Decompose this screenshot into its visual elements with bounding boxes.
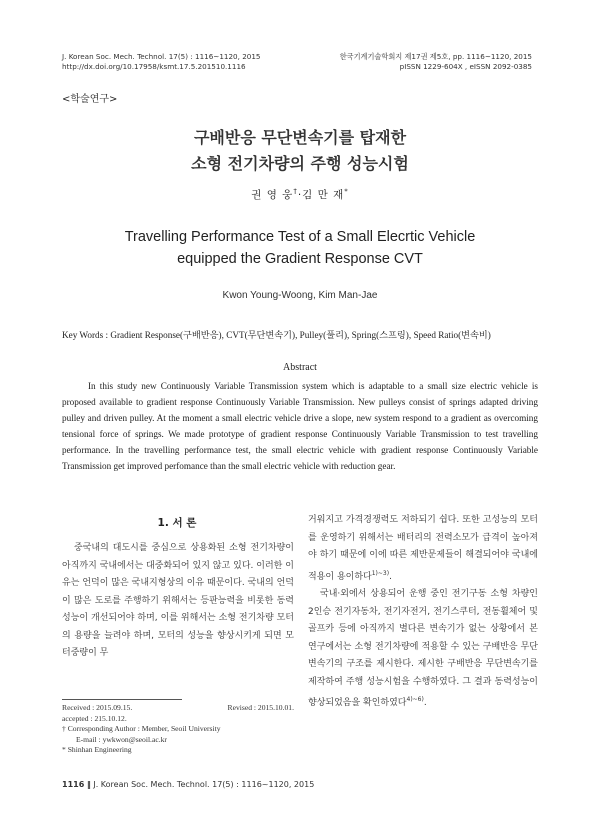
authors-english: Kwon Young-Woong, Kim Man-Jae (222, 290, 378, 301)
article-category: <학술연구> (62, 94, 118, 105)
section-heading-introduction: 1. 서 론 (157, 517, 197, 529)
reference-mark: 1)~3) (371, 569, 390, 577)
footnote-divider (62, 699, 182, 700)
issn-line: pISSN 1229-604X , eISSN 2092-0385 (399, 62, 532, 71)
author-separator: · (297, 189, 303, 201)
author-name-1: 권 영 웅 (251, 189, 294, 201)
footer-citation: J. Korean Soc. Mech. Technol. 17(5) : 1116~1120, 2015 (93, 780, 315, 789)
title-korean-line1: 구배반응 무단변속기를 탑재한 (193, 128, 407, 147)
title-korean (0, 125, 600, 177)
abstract-body (62, 378, 538, 474)
intro-paragraph-continued: 거워지고 가격경쟁력도 저하되기 쉽다. 또한 고성능의 모터를 운영하기 위해서는 배터리의 전력소모가 급격이 높아져야 하기 때문에 이에 따른 제반문제들이 해결되어야 국내에 적용이 용이하다$^{1)\sim 3)}$. (308, 515, 538, 582)
author-name-2: 김 만 재 (302, 189, 345, 201)
coauthor-affiliation: * Shinhan Engineering (62, 745, 132, 754)
running-header-right (340, 52, 532, 72)
abstract-paragraph: In this study new Continuously Variable Transmission system which is adaptable to a small size electric vehicle is proposed available to gradient response Continuously Variable Transmission. New pulleys consist of springs adapted driving pulley and driven pulley. At the moment a small electric vehicle drive a slope, new system respond to a gradient as overcoming tensional force of springs. We made prototype of gradient response Continuously Variable Transmission to test travelling performance. In the travelling performance test, the small electric vehicle with gradient response Continuously Variable Transmission get improved perfomance than the small electric vehicle with reduction gear. (62, 381, 538, 471)
keywords: Key Words : Gradient Response(구배반응), CVT(무단변속기), Pulley(풀리), Spring(스프링), Speed Ratio(변속비) (62, 330, 491, 340)
dates-row (62, 703, 294, 714)
reference-mark: 4)~6) (406, 696, 424, 703)
footnotes (62, 703, 294, 756)
left-column (62, 540, 294, 663)
corresponding-mark: † (293, 187, 298, 196)
abstract-heading: Abstract (283, 362, 317, 373)
page-footer (62, 780, 314, 789)
intro-paragraph-2: 국내·외에서 상용되어 운행 중인 전기구동 소형 차량인 2인승 전기자동차, 전기자전거, 전기스쿠터, 전동휠체어 및 골프카 등에 아직까지 별다른 변속기가 없는 상황에서 본 연구에서는 소형 전기차량에 적용할 수 있는 구배반응 무단변속기의 구조를 제시한다. 제시한 구배반응 무단변속기를 제작하여 주행 성능시험을 수행하였다. 그 결과 동력성능이 향상되었음을 확인하였다$^{4)\sim 6)}$. (308, 589, 538, 708)
page-number: 1116 (62, 780, 85, 789)
revised-date: Revised : 2015.10.01. (227, 703, 294, 712)
affiliation-mark: * (344, 187, 349, 196)
doi-link[interactable]: http://dx.doi.org/10.17958/ksmt.17.5.201510.1116 (62, 62, 246, 71)
title-english-line1: Travelling Performance Test of a Small Elecrtic Vehicle (124, 229, 476, 245)
title-english-line2: equipped the Gradient Response CVT (177, 251, 423, 267)
intro-paragraph-1: 중국내의 대도시를 중심으로 상용화된 소형 전기차량이 아직까지 국내에서는 대중화되어 있지 않고 있다. 이러한 이유는 언덕이 많은 국내지형상의 이유 때문이다. 국내의 언덕이 많은 도로를 주행하기 위해서는 등판능력을 비롯한 동력성능이 개선되어야 하며, 이를 위해서는 소형 전기차량 모터의 용량을 늘려야 하며, 모터의 성능을 향상시키게 되면 모터중량이 무 (62, 543, 294, 658)
journal-citation: J. Korean Soc. Mech. Technol. 17(5) : 1116~1120, 2015 (62, 52, 261, 61)
footer-separator: ‖ (86, 780, 91, 789)
accepted-date: accepted : 215.10.12. (62, 713, 127, 723)
running-header-left (62, 52, 261, 72)
title-english (0, 226, 600, 270)
authors-korean (0, 187, 600, 202)
received-date: Received : 2015.09.15. (62, 703, 133, 712)
journal-citation-korean: 한국기계기술학회지 제17권 제5호, pp. 1116~1120, 2015 (339, 52, 532, 61)
right-column (308, 512, 538, 713)
corresponding-author: † Corresponding Author : Member, Seoil University (62, 724, 221, 733)
author-email[interactable]: E-mail : ywkwon@seoil.ac.kr (76, 734, 167, 744)
title-korean-line2: 소형 전기차량의 주행 성능시험 (191, 154, 409, 173)
